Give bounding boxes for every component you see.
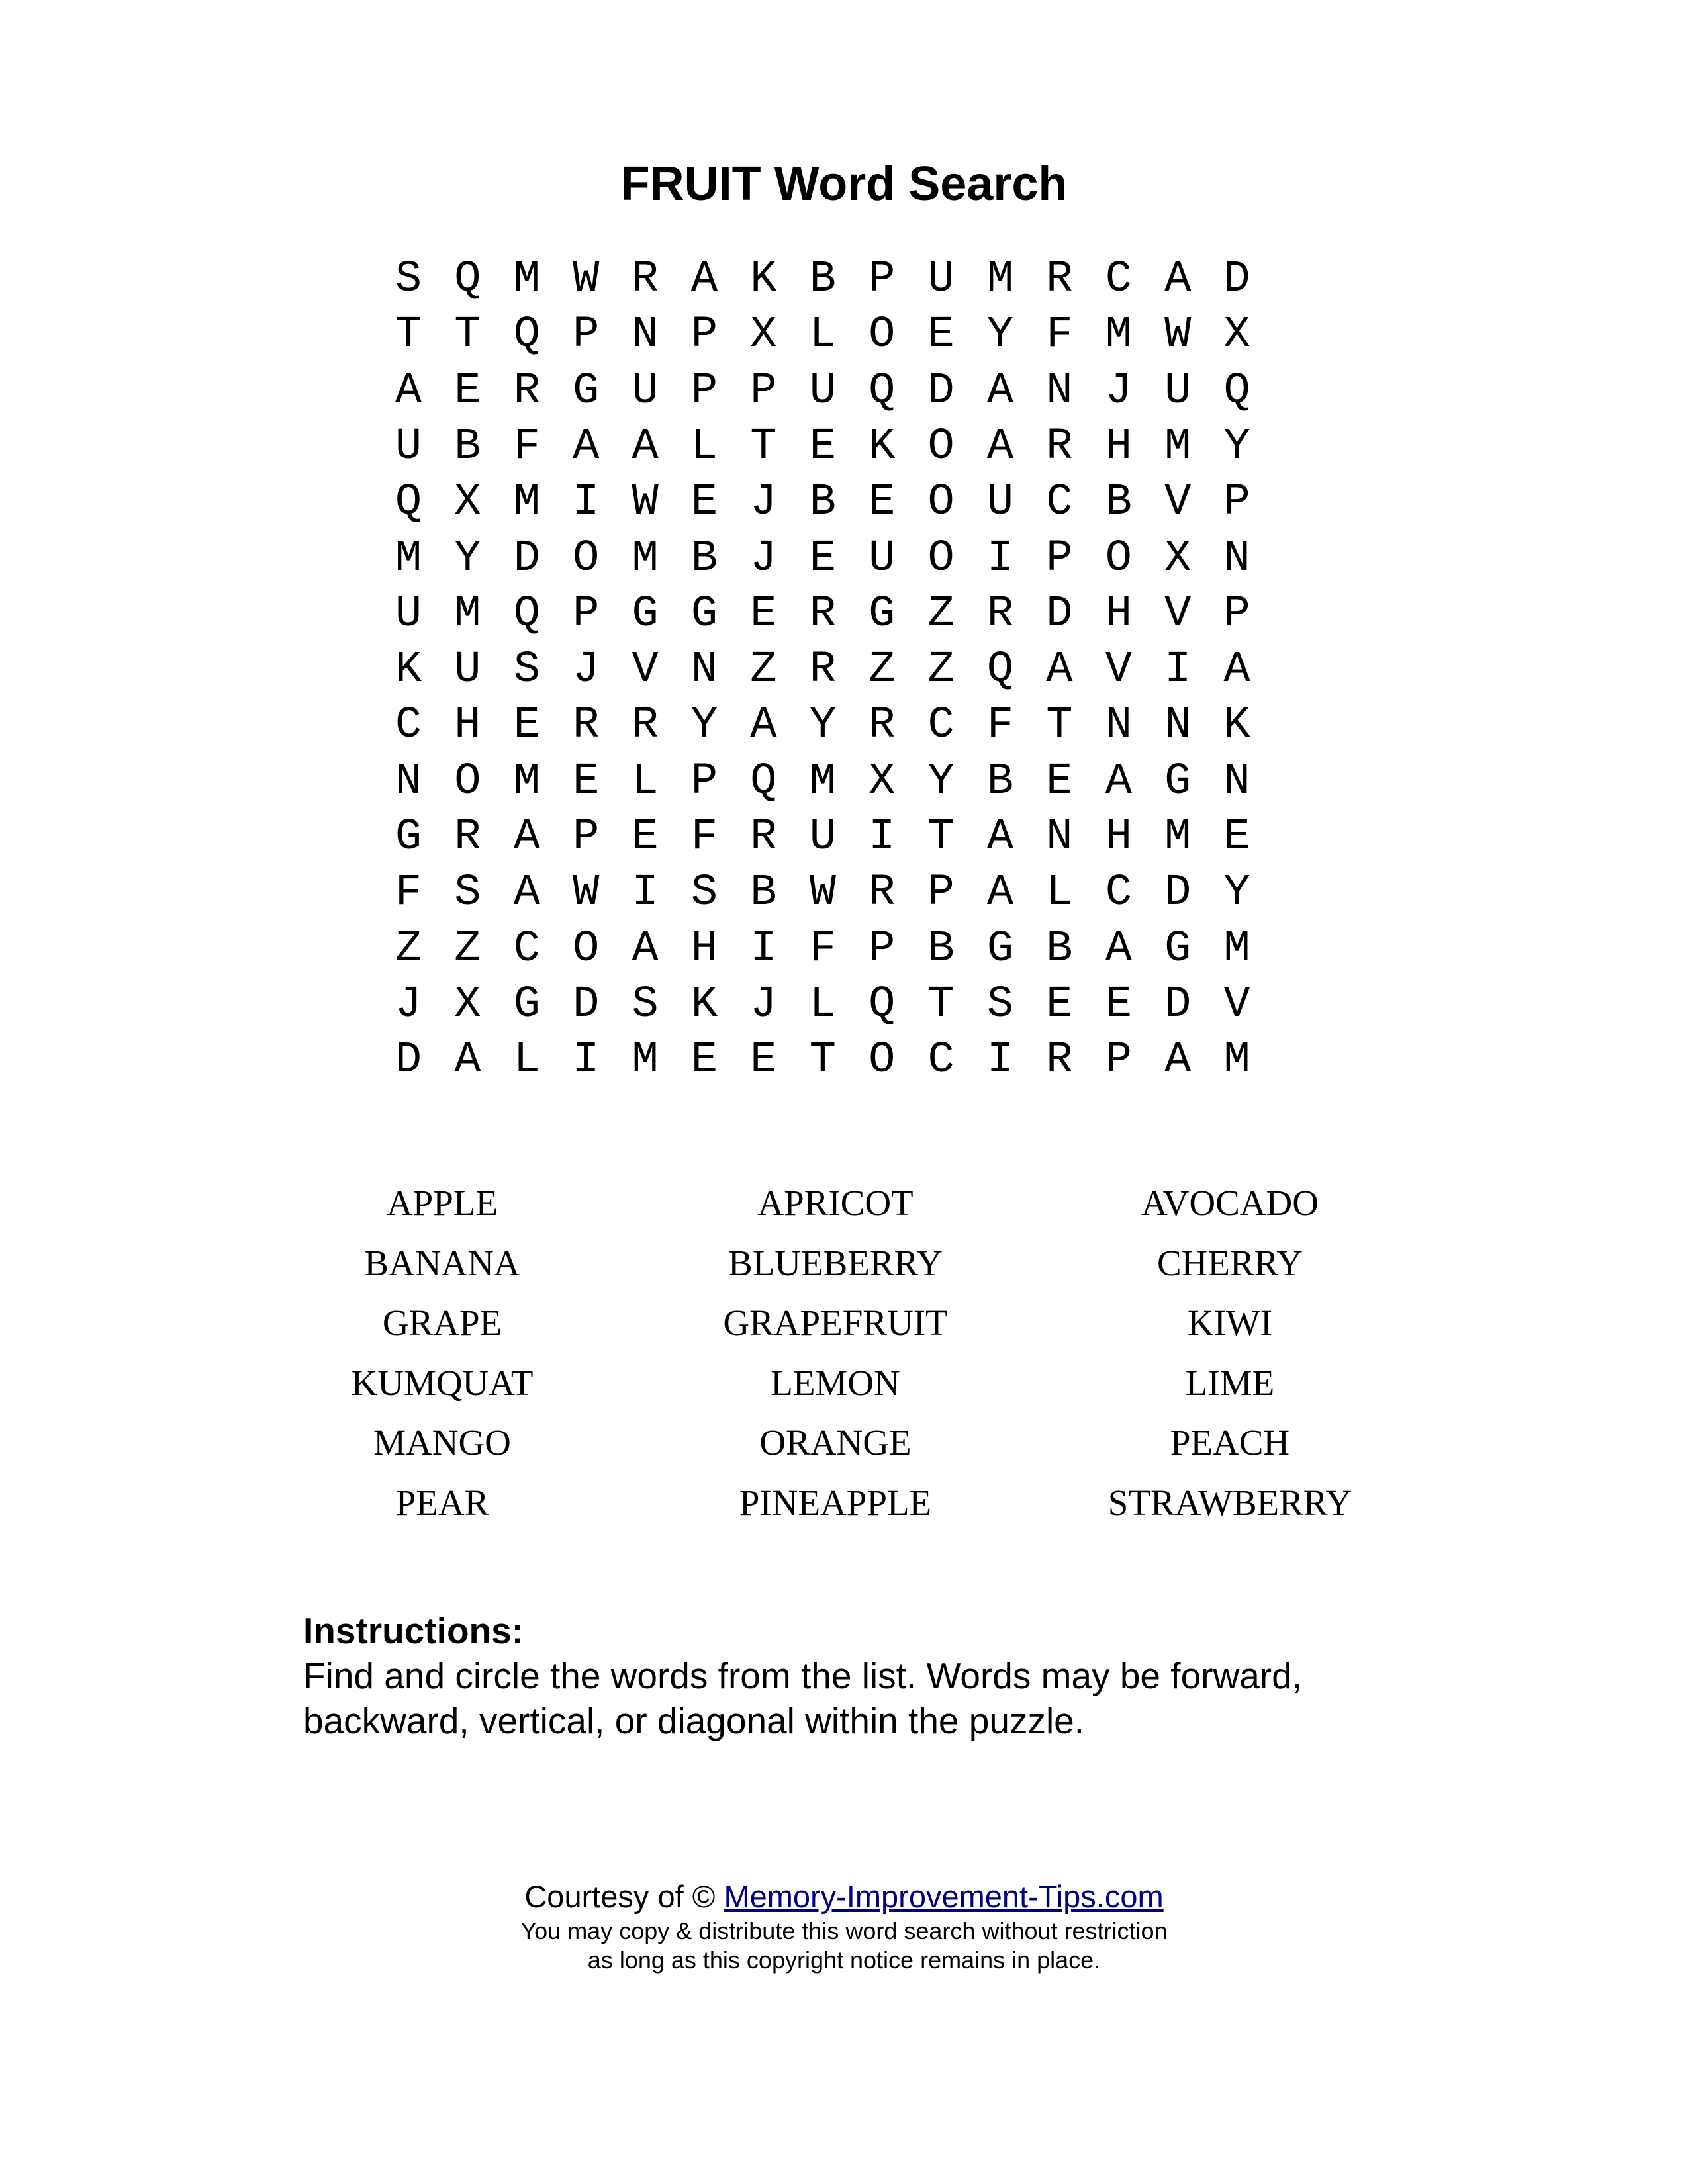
grid-letter: W xyxy=(573,868,600,919)
grid-letter: K xyxy=(690,979,718,1030)
grid-letter: K xyxy=(1223,700,1250,751)
grid-letter: R xyxy=(573,700,600,751)
word-search-grid xyxy=(0,251,1688,1112)
grid-letter: J xyxy=(750,979,777,1030)
grid-letter: Z xyxy=(395,923,422,974)
grid-letter: U xyxy=(927,254,955,304)
grid-letter: Q xyxy=(513,588,540,639)
grid-letter: R xyxy=(809,588,836,639)
grid-letter: Z xyxy=(868,645,896,696)
grid-letter: A xyxy=(750,700,777,751)
grid-letter: A xyxy=(1164,1035,1192,1086)
grid-letter: A xyxy=(573,421,600,472)
word-list-item: KUMQUAT xyxy=(351,1362,534,1403)
grid-letter: Y xyxy=(1223,421,1250,472)
word-list-item: AVOCADO xyxy=(1141,1183,1319,1223)
grid-letter: P xyxy=(573,588,600,639)
grid-letter: O xyxy=(868,1035,896,1086)
grid-letter: G xyxy=(690,588,718,639)
grid-letter: A xyxy=(1105,756,1132,807)
grid-letter: D xyxy=(1164,979,1192,1030)
grid-letter: J xyxy=(1105,365,1132,416)
grid-letter: P xyxy=(1223,477,1250,528)
grid-letter: J xyxy=(750,533,777,584)
word-list-item: GRAPEFRUIT xyxy=(723,1302,948,1343)
grid-letter: G xyxy=(1164,756,1192,807)
grid-letter: T xyxy=(927,979,955,1030)
grid-letter: V xyxy=(1105,645,1132,696)
grid-letter: W xyxy=(632,477,659,528)
word-list-item: LIME xyxy=(1185,1362,1275,1403)
word-list-item: PINEAPPLE xyxy=(739,1482,932,1523)
grid-letter: E xyxy=(573,756,600,807)
word-list-item: CHERRY xyxy=(1156,1242,1303,1283)
grid-letter: I xyxy=(573,477,600,528)
grid-letter: W xyxy=(573,254,600,304)
grid-letter: H xyxy=(1105,421,1132,472)
word-list-item: ORANGE xyxy=(759,1422,912,1463)
grid-letter: A xyxy=(632,421,659,472)
grid-letter: E xyxy=(809,533,836,584)
grid-letter: A xyxy=(395,365,422,416)
grid-letter: V xyxy=(1164,588,1192,639)
grid-letter: U xyxy=(632,365,659,416)
grid-letter: P xyxy=(573,812,600,862)
word-list-item: PEACH xyxy=(1170,1422,1290,1463)
grid-letter: A xyxy=(1046,645,1073,696)
grid-letter: F xyxy=(513,421,540,472)
grid-letter: M xyxy=(1105,310,1132,361)
grid-letter: P xyxy=(868,254,896,304)
grid-letter: N xyxy=(1164,700,1192,751)
grid-letter: S xyxy=(690,868,718,919)
grid-letter: M xyxy=(513,477,540,528)
grid-letter: Y xyxy=(1223,868,1250,919)
grid-letter: B xyxy=(1105,477,1132,528)
grid-letter: D xyxy=(1223,254,1250,304)
grid-letter: M xyxy=(1223,923,1250,974)
grid-letter: R xyxy=(809,645,836,696)
grid-letter: Q xyxy=(986,645,1014,696)
grid-letter: J xyxy=(573,645,600,696)
grid-letter: P xyxy=(927,868,955,919)
grid-letter: C xyxy=(1046,477,1073,528)
grid-letter: G xyxy=(513,979,540,1030)
grid-letter: R xyxy=(1046,254,1073,304)
grid-letter: A xyxy=(986,868,1014,919)
grid-letter: M xyxy=(454,588,481,639)
grid-letter: G xyxy=(573,365,600,416)
grid-letter: O xyxy=(1105,533,1132,584)
grid-letter: G xyxy=(1164,923,1192,974)
grid-letter: H xyxy=(690,923,718,974)
grid-letter: F xyxy=(1046,310,1073,361)
word-list-item: APRICOT xyxy=(757,1183,914,1223)
grid-letter: S xyxy=(454,868,481,919)
grid-letter: R xyxy=(632,700,659,751)
grid-letter: R xyxy=(632,254,659,304)
grid-letter: C xyxy=(927,1035,955,1086)
page-title: FRUIT Word Search xyxy=(620,158,1068,210)
grid-letter: N xyxy=(1105,700,1132,751)
grid-letter: G xyxy=(986,923,1014,974)
grid-letter: D xyxy=(1046,588,1073,639)
grid-letter: I xyxy=(986,1035,1014,1086)
grid-letter: B xyxy=(809,254,836,304)
grid-letter: V xyxy=(1223,979,1250,1030)
grid-letter: X xyxy=(1164,533,1192,584)
grid-letter: B xyxy=(927,923,955,974)
grid-letter: C xyxy=(1105,254,1132,304)
word-list-item: LEMON xyxy=(771,1362,900,1403)
grid-letter: N xyxy=(632,310,659,361)
grid-letter: U xyxy=(395,421,422,472)
courtesy-line xyxy=(0,1877,1688,1917)
grid-letter: H xyxy=(1105,588,1132,639)
grid-letter: O xyxy=(927,533,955,584)
grid-letter: K xyxy=(868,421,896,472)
grid-letter: V xyxy=(1164,477,1192,528)
grid-letter: N xyxy=(1223,756,1250,807)
grid-letter: S xyxy=(395,254,422,304)
grid-letter: L xyxy=(809,310,836,361)
grid-letter: D xyxy=(395,1035,422,1086)
grid-letter: R xyxy=(454,812,481,862)
grid-letter: L xyxy=(809,979,836,1030)
grid-letter: L xyxy=(1046,868,1073,919)
grid-letter: M xyxy=(1164,421,1192,472)
grid-letter: M xyxy=(809,756,836,807)
grid-letter: E xyxy=(750,588,777,639)
grid-letter: Z xyxy=(454,923,481,974)
grid-letter: Y xyxy=(986,310,1014,361)
grid-letter: D xyxy=(573,979,600,1030)
word-list-item: BANANA xyxy=(364,1242,520,1283)
grid-letter: E xyxy=(454,365,481,416)
grid-letter: J xyxy=(750,477,777,528)
grid-letter: A xyxy=(1223,645,1250,696)
grid-letter: Y xyxy=(454,533,481,584)
grid-letter: Q xyxy=(868,365,896,416)
grid-letter: L xyxy=(513,1035,540,1086)
word-list-item: APPLE xyxy=(386,1183,498,1223)
grid-letter: T xyxy=(809,1035,836,1086)
grid-letter: U xyxy=(1164,365,1192,416)
grid-letter: P xyxy=(750,365,777,416)
grid-letter: E xyxy=(632,812,659,862)
grid-letter: L xyxy=(690,421,718,472)
grid-letter: X xyxy=(454,477,481,528)
grid-letter: O xyxy=(927,421,955,472)
grid-letter: M xyxy=(513,254,540,304)
instructions-section xyxy=(303,1608,1429,1743)
grid-letter: A xyxy=(632,923,659,974)
grid-letter: Y xyxy=(690,700,718,751)
grid-letter: L xyxy=(632,756,659,807)
grid-letter: Q xyxy=(750,756,777,807)
grid-letter: V xyxy=(632,645,659,696)
grid-letter: C xyxy=(927,700,955,751)
grid-letter: H xyxy=(1105,812,1132,862)
grid-letter: Z xyxy=(927,645,955,696)
grid-letter: Q xyxy=(1223,365,1250,416)
grid-letter: T xyxy=(395,310,422,361)
copyright-notice-line-2: as long as this copyright notice remains in place. xyxy=(587,1946,1101,1974)
grid-letter: O xyxy=(573,923,600,974)
grid-letter: M xyxy=(513,756,540,807)
grid-letter: Y xyxy=(809,700,836,751)
grid-letter: N xyxy=(1046,365,1073,416)
grid-letter: N xyxy=(1223,533,1250,584)
grid-letter: I xyxy=(986,533,1014,584)
grid-letter: T xyxy=(750,421,777,472)
grid-letter: A xyxy=(513,812,540,862)
grid-letter: T xyxy=(1046,700,1073,751)
grid-letter: N xyxy=(395,756,422,807)
word-list-item: MANGO xyxy=(373,1422,511,1463)
grid-letter: B xyxy=(690,533,718,584)
grid-letter: X xyxy=(454,979,481,1030)
grid-letter: B xyxy=(454,421,481,472)
grid-letter: C xyxy=(513,923,540,974)
grid-letter: G xyxy=(632,588,659,639)
grid-letter: Q xyxy=(868,979,896,1030)
grid-letter: R xyxy=(868,700,896,751)
grid-letter: U xyxy=(454,645,481,696)
grid-letter: A xyxy=(513,868,540,919)
grid-letter: C xyxy=(395,700,422,751)
grid-letter: U xyxy=(986,477,1014,528)
grid-letter: O xyxy=(868,310,896,361)
grid-letter: P xyxy=(690,365,718,416)
grid-letter: O xyxy=(927,477,955,528)
grid-letter: T xyxy=(454,310,481,361)
grid-letter: E xyxy=(750,1035,777,1086)
grid-letter: U xyxy=(868,533,896,584)
grid-letter: M xyxy=(632,533,659,584)
word-list xyxy=(0,1177,1688,1547)
grid-letter: P xyxy=(1105,1035,1132,1086)
grid-letter: D xyxy=(1164,868,1192,919)
word-list-item: STRAWBERRY xyxy=(1107,1482,1352,1523)
copyright-footer xyxy=(0,1877,1688,1975)
grid-letter: A xyxy=(1105,923,1132,974)
grid-letter: M xyxy=(1164,812,1192,862)
grid-letter: P xyxy=(1223,588,1250,639)
site-link[interactable]: Memory-Improvement-Tips.com xyxy=(724,1879,1164,1914)
grid-letter: A xyxy=(454,1035,481,1086)
grid-letter: N xyxy=(690,645,718,696)
grid-letter: E xyxy=(1046,979,1073,1030)
grid-letter: M xyxy=(1223,1035,1250,1086)
grid-letter: U xyxy=(809,365,836,416)
grid-letter: D xyxy=(927,365,955,416)
grid-letter: E xyxy=(1046,756,1073,807)
word-list-item: GRAPE xyxy=(382,1302,502,1343)
grid-letter: A xyxy=(986,812,1014,862)
grid-letter: R xyxy=(1046,421,1073,472)
grid-letter: W xyxy=(809,868,836,919)
grid-letter: O xyxy=(454,756,481,807)
grid-letter: K xyxy=(395,645,422,696)
grid-letter: I xyxy=(573,1035,600,1086)
grid-letter: Z xyxy=(927,588,955,639)
grid-letter: K xyxy=(750,254,777,304)
grid-letter: I xyxy=(632,868,659,919)
grid-letter: R xyxy=(986,588,1014,639)
grid-letter: R xyxy=(513,365,540,416)
grid-letter: G xyxy=(395,812,422,862)
grid-letter: Q xyxy=(513,310,540,361)
grid-letter: P xyxy=(1046,533,1073,584)
grid-letter: P xyxy=(690,756,718,807)
grid-letter: F xyxy=(809,923,836,974)
grid-letter: A xyxy=(986,421,1014,472)
grid-letter: E xyxy=(1223,812,1250,862)
grid-letter: W xyxy=(1164,310,1192,361)
grid-letter: R xyxy=(1046,1035,1073,1086)
word-list-item: BLUEBERRY xyxy=(728,1242,943,1283)
grid-letter: D xyxy=(513,533,540,584)
instructions-text: Find and circle the words from the list. Words may be forward, backward, vertical, or diagonal within the puzzle. xyxy=(303,1655,1302,1741)
grid-letter: M xyxy=(632,1035,659,1086)
grid-letter: P xyxy=(690,310,718,361)
grid-letter: Q xyxy=(454,254,481,304)
grid-letter: M xyxy=(395,533,422,584)
grid-letter: A xyxy=(986,365,1014,416)
grid-letter: X xyxy=(1223,310,1250,361)
grid-letter: N xyxy=(1046,812,1073,862)
grid-letter: E xyxy=(809,421,836,472)
grid-letter: B xyxy=(986,756,1014,807)
grid-letter: F xyxy=(690,812,718,862)
grid-letter: H xyxy=(454,700,481,751)
grid-letter: S xyxy=(513,645,540,696)
grid-letter: U xyxy=(395,588,422,639)
grid-letter: E xyxy=(1105,979,1132,1030)
grid-letter: M xyxy=(986,254,1014,304)
grid-letter: E xyxy=(927,310,955,361)
grid-letter: E xyxy=(868,477,896,528)
grid-letter: F xyxy=(395,868,422,919)
grid-letter: E xyxy=(690,477,718,528)
grid-letter: P xyxy=(573,310,600,361)
courtesy-prefix: Courtesy of © xyxy=(524,1879,724,1914)
grid-letter: X xyxy=(750,310,777,361)
grid-letter: I xyxy=(750,923,777,974)
grid-letter: I xyxy=(868,812,896,862)
grid-letter: S xyxy=(986,979,1014,1030)
copyright-notice-line-1: You may copy & distribute this word search without restriction xyxy=(520,1917,1168,1944)
grid-letter: J xyxy=(395,979,422,1030)
grid-letter: Y xyxy=(927,756,955,807)
grid-letter: X xyxy=(868,756,896,807)
grid-letter: B xyxy=(750,868,777,919)
grid-letter: Z xyxy=(750,645,777,696)
grid-letter: R xyxy=(750,812,777,862)
grid-letter: Q xyxy=(395,477,422,528)
word-list-item: KIWI xyxy=(1187,1302,1273,1343)
grid-letter: G xyxy=(868,588,896,639)
grid-letter: P xyxy=(868,923,896,974)
grid-letter: A xyxy=(1164,254,1192,304)
grid-letter: B xyxy=(809,477,836,528)
grid-letter: S xyxy=(632,979,659,1030)
grid-letter: C xyxy=(1105,868,1132,919)
grid-letter: U xyxy=(809,812,836,862)
word-list-item: PEAR xyxy=(395,1482,489,1523)
grid-letter: F xyxy=(986,700,1014,751)
grid-letter: E xyxy=(690,1035,718,1086)
grid-letter: A xyxy=(690,254,718,304)
instructions-heading: Instructions: xyxy=(303,1610,524,1651)
grid-letter: I xyxy=(1164,645,1192,696)
grid-letter: T xyxy=(927,812,955,862)
grid-letter: E xyxy=(513,700,540,751)
grid-letter: O xyxy=(573,533,600,584)
grid-letter: B xyxy=(1046,923,1073,974)
grid-letter: R xyxy=(868,868,896,919)
